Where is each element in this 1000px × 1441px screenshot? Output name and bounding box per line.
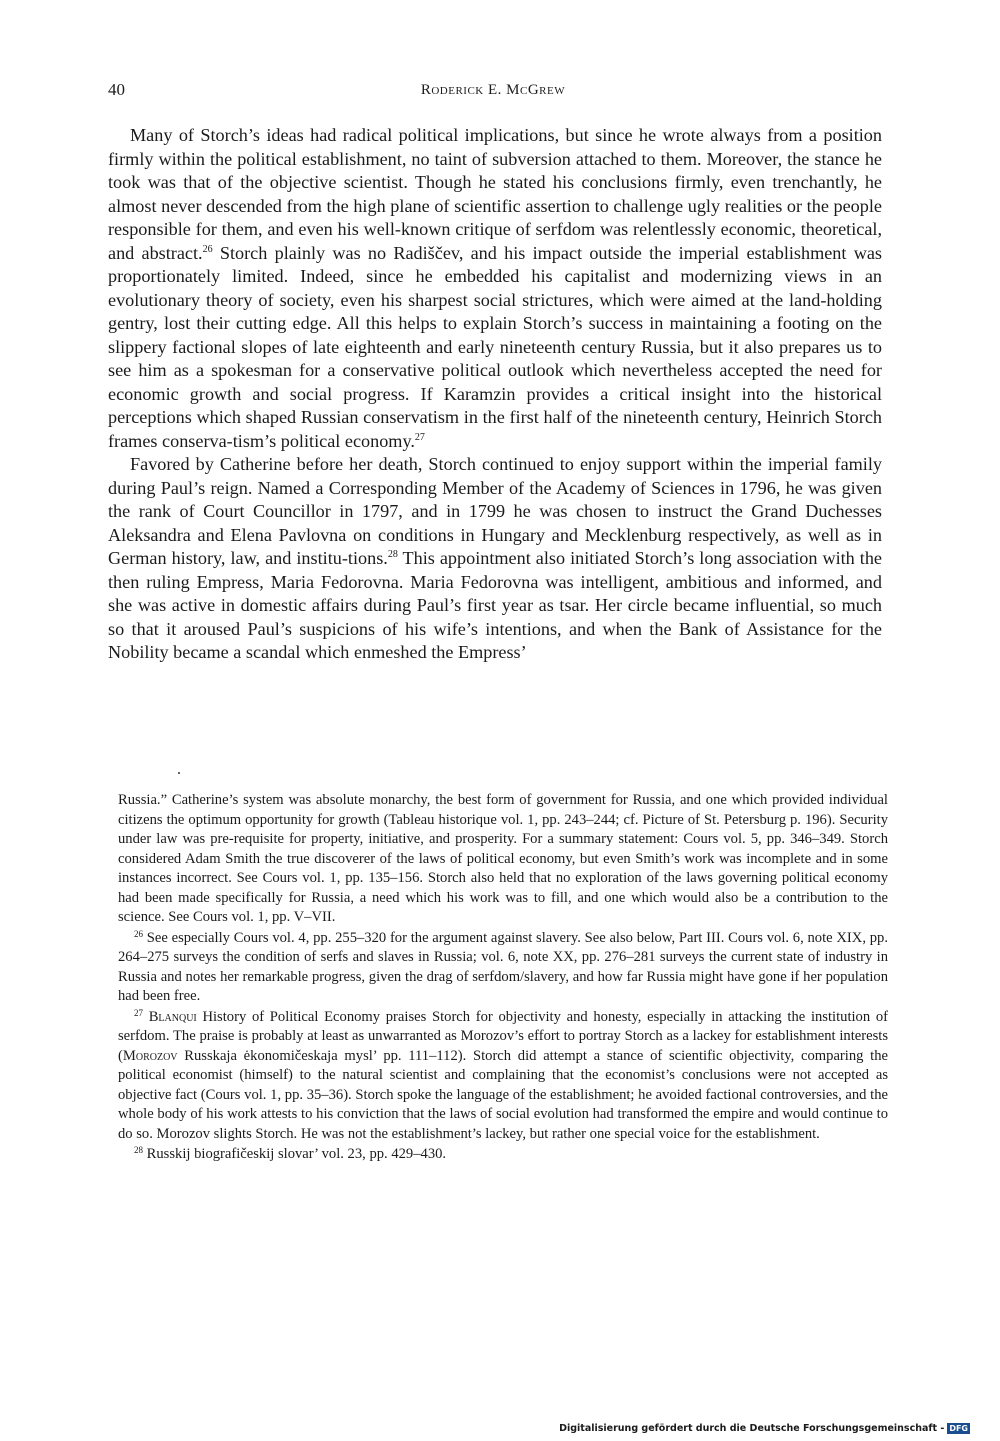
footnote-28 <box>118 1145 888 1165</box>
footnote-26-text: See especially Cours vol. 4, pp. 255–320 for the argument against slavery. See also below, Part III. Cours vol. 6, note XIX, pp. 264–275 surveys the condition of serfs and slaves in Russia; vol. 6, note XX, pp. 276–281 surveys the current state of industry in Russia and notes her remarkable progress, given the drag of serfdom/slavery, and how far Russia might have gone if her population had been free. <box>118 929 888 1004</box>
footnote-27-text-continued: Russkaja ėkonomičeskaja mysl’ pp. 111–112). Storch did attempt a stance of scientific objectivity, comparing the political economist (himself) to the natural scientist and complaining that the economist’s conclusions were not accepted as objective fact (Cours vol. 1, pp. 35–36). Storch spoke the language of the establishment; he avoided factional controversies, and the whole body of his work attests to his conviction that the laws of social evolution had transformed the empire and would continue to do so. Morozov slights Storch. He was not the establishment’s lackey, but rather one special voice for the establishment. <box>118 1047 888 1142</box>
page-number: 40 <box>108 80 125 99</box>
digitization-credit <box>559 1423 970 1434</box>
footnote-ref-26: 26 <box>202 243 213 255</box>
footnote-26-number: 26 <box>134 928 143 939</box>
paragraph-2-text: Favored by Catherine before her death, Storch continued to enjoy support within the imperial family during Paul’s reign. Named a Corresponding Member of the Academy of Sciences in 1796, he was given the rank of Court Councillor in 1797, and in 1799 he was chosen to instruct the Grand Duchesses Aleksandra and Elena Pavlovna on conditions in Hungary and Mecklenburg respectively, as well as in German history, law, and institu-tions. <box>108 454 882 568</box>
footnotes <box>118 791 888 1165</box>
footnote-28-text: Russkij biografičeskij slovar’ vol. 23, pp. 429–430. <box>143 1146 447 1162</box>
paragraph-2 <box>108 453 882 665</box>
paragraph-1-text: Many of Storch’s ideas had radical political implications, but since he wrote always from a position firmly within the political establishment, no taint of subversion attached to them. Moreover, the stance he took was that of the objective scientist. Though he stated his conclusions firmly, even trenchantly, he almost never descended from the high plane of scientific assertion to challenge ugly realities or the people responsible for them, and even his well-known critique of serfdom was relentlessly economic, theoretical, and abstract. <box>108 125 882 263</box>
footnote-27-text: History of Political Economy praises Storch for objectivity and honesty, especially in attacking the institution of serfdom. The praise is probably at least as unwarranted as Morozov’s effort to portray Storch as a lackey for establishment interests ( <box>118 1008 888 1064</box>
footnote-continuation: Russia.” Catherine’s system was absolute monarchy, the best form of government for Russia, and one which provided individual citizens the optimum opportunity for growth (Tableau historique vol. 1, pp. 243–244; cf. Picture of St. Petersburg p. 196). Security under law was pre-requisite for property, initiative, and prosperity. For a summary statement: Cours vol. 5, pp. 346–349. Storch considered Adam Smith the true discoverer of the laws of political economy, but even Smith’s work was incomplete and in some instances incorrect. See Cours vol. 1, pp. 135–156. Storch also held that no exploration of the laws governing political economy had been made specifically for Russia, a need which his work was to fill, and one which would also be a contribution to the science. See Cours vol. 1, pp. V–VII. <box>118 792 888 925</box>
paragraph-1 <box>108 124 882 453</box>
footnote-ref-27: 27 <box>414 431 425 443</box>
body-text <box>108 124 882 665</box>
footnote-26 <box>118 929 888 1007</box>
paragraph-1-continued: Storch plainly was no Radiščev, and his impact outside the imperial establishment was proportionately limited. Indeed, since he embedded his capitalist and modernizing views in an evolutionary theory of society, even his sharpest social strictures, which were aimed at the land-holding gentry, lost their cutting edge. All this helps to explain Storch’s success in maintaining a footing on the slippery factional slopes of late eighteenth and early nineteenth century Russia, but it also prepares us to see him as a spokesman for a conservative political outlook which nevertheless accepted the need for economic growth and social progress. If Karamzin provides a critical insight into the historical perceptions which shaped Russian conservatism in the first half of the nineteenth century, Heinrich Storch frames conserva-tism’s political economy. <box>108 242 882 451</box>
dfg-logo: DFG <box>949 1424 968 1433</box>
footnote-divider <box>178 772 180 774</box>
paragraph-2-continued: This appointment also initiated Storch’s long association with the then ruling Empress, Maria Fedorovna. Maria Fedorovna was intelligent, ambitious and informed, and she was active in domestic affairs during Paul’s first year as tsar. Her circle became influential, so much so that it aroused Paul’s suspicions of his wife’s intentions, and when the Bank of Assistance for the Nobility became a scandal which enmeshed the Empress’ <box>108 548 882 662</box>
credit-text: Digitalisierung gefördert durch die Deutsche Forschungsgemeinschaft - <box>559 1423 945 1434</box>
footnote-27-number: 27 <box>134 1007 143 1018</box>
running-head <box>108 80 878 108</box>
footnote-27-author-2: Morozov <box>122 1047 178 1064</box>
footnote-27 <box>118 1008 888 1145</box>
footnote-27-author: Blanqui <box>148 1008 197 1025</box>
running-title: Roderick E. McGrew <box>420 82 566 98</box>
footnote-ref-28: 28 <box>387 549 398 560</box>
footnote-28-number: 28 <box>134 1145 143 1155</box>
